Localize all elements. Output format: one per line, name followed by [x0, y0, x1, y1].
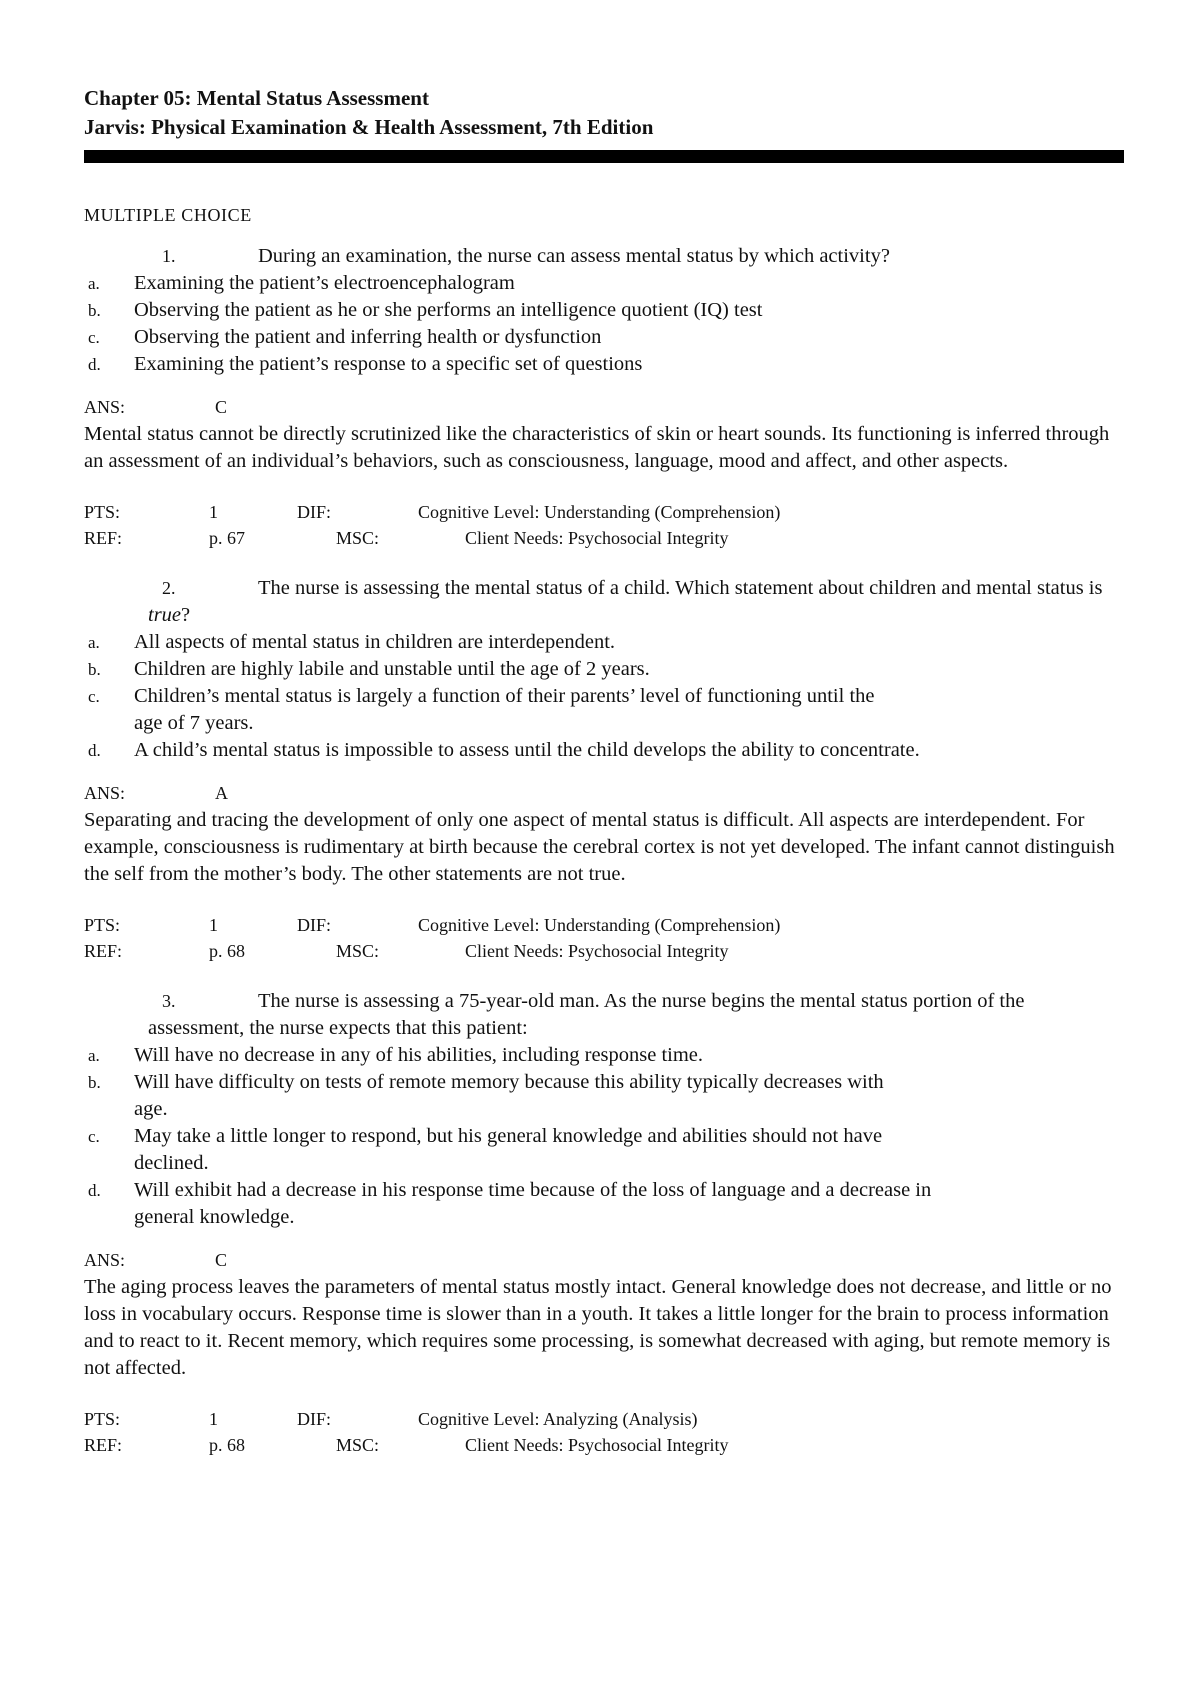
rationale: Separating and tracing the development of only one aspect of mental status is difficult. All aspects are interdependent. For example, consciousness is rudimentary at birth because the cerebral cortex is not yet developed. The infant cannot distinguish the self from the mother’s body. The other statements are not true.	[84, 809, 1115, 885]
option-text: Children’s mental status is largely a function of their parents’ level of functioning until the age of 7 years.	[134, 685, 875, 734]
question-stem	[84, 575, 1124, 629]
option-letter: b.	[88, 660, 101, 679]
answer-line	[84, 1247, 1124, 1274]
option-d	[84, 737, 954, 764]
ref-value: p. 68	[209, 1435, 245, 1455]
option-letter: c.	[88, 1127, 100, 1146]
ref-label: REF:	[84, 1435, 123, 1455]
option-c	[84, 1123, 944, 1177]
msc-label: MSC:	[336, 941, 380, 961]
option-letter: b.	[88, 1073, 101, 1092]
option-b	[84, 1069, 894, 1123]
question-text: During an examination, the nurse can assess mental status by which activity?	[258, 245, 890, 267]
option-text: Will have difficulty on tests of remote memory because this ability typically decreases with age.	[134, 1071, 884, 1120]
section-heading: MULTIPLE CHOICE	[84, 205, 252, 225]
pts-label: PTS:	[84, 1409, 121, 1429]
option-a	[84, 629, 1034, 656]
question-text-emphasis: true	[148, 604, 182, 626]
answer-label: ANS:	[84, 397, 126, 417]
option-text: A child’s mental status is impossible to assess until the child develops the ability to concentrate.	[134, 739, 920, 761]
pts-value: 1	[209, 915, 218, 935]
document-page	[84, 84, 1124, 1458]
ref-label: REF:	[84, 528, 123, 548]
question-meta	[84, 499, 1124, 551]
option-letter: c.	[88, 328, 100, 347]
question-2	[84, 575, 1124, 964]
option-b	[84, 297, 1034, 324]
dif-value: Cognitive Level: Understanding (Comprehension)	[418, 502, 781, 522]
pts-label: PTS:	[84, 915, 121, 935]
book-subtitle: Jarvis: Physical Examination & Health Assessment, 7th Edition	[84, 115, 654, 139]
option-text: Examining the patient’s response to a specific set of questions	[134, 353, 643, 375]
ref-value: p. 67	[209, 528, 245, 548]
option-c	[84, 683, 904, 737]
question-number: 1.	[162, 246, 176, 266]
option-a	[84, 270, 1034, 297]
meta-row-pts	[84, 499, 1124, 525]
question-text: The nurse is assessing a 75-year-old man. As the nurse begins the mental status portion of the assessment, the nurse expects that this patient:	[148, 990, 1025, 1039]
msc-value: Client Needs: Psychosocial Integrity	[465, 941, 729, 961]
question-1	[84, 243, 1124, 551]
option-text: May take a little longer to respond, but his general knowledge and abilities should not have declined.	[134, 1125, 883, 1174]
option-a	[84, 1042, 1034, 1069]
dif-value: Cognitive Level: Analyzing (Analysis)	[418, 1409, 698, 1429]
meta-row-pts	[84, 1406, 1124, 1432]
question-number: 2.	[162, 578, 176, 598]
rationale: The aging process leaves the parameters of mental status mostly intact. General knowledge does not decrease, and little or no loss in vocabulary occurs. Response time is slower than in a youth. It takes a little longer for the brain to process information and to react to it. Recent memory, which requires some processing, is somewhat decreased with aging, but remote memory is not affected.	[84, 1276, 1112, 1379]
answer-value: C	[215, 1250, 228, 1270]
option-text: Will have no decrease in any of his abilities, including response time.	[134, 1044, 704, 1066]
option-letter: d.	[88, 355, 101, 374]
option-letter: d.	[88, 1181, 101, 1200]
msc-value: Client Needs: Psychosocial Integrity	[465, 528, 729, 548]
meta-row-ref	[84, 1432, 1124, 1458]
option-text: Observing the patient and inferring health or dysfunction	[134, 326, 602, 348]
answer-line	[84, 780, 1124, 807]
chapter-title: Chapter 05: Mental Status Assessment	[84, 86, 429, 110]
meta-row-ref	[84, 938, 1124, 964]
msc-label: MSC:	[336, 1435, 380, 1455]
question-meta	[84, 1406, 1124, 1458]
option-d	[84, 351, 1034, 378]
option-c	[84, 324, 1034, 351]
answer-label: ANS:	[84, 783, 126, 803]
option-text: Examining the patient’s electroencephalogram	[134, 272, 515, 294]
option-letter: a.	[88, 1046, 100, 1065]
answer-label: ANS:	[84, 1250, 126, 1270]
meta-row-ref	[84, 525, 1124, 551]
option-text: All aspects of mental status in children are interdependent.	[134, 631, 616, 653]
option-letter: b.	[88, 301, 101, 320]
option-text: Observing the patient as he or she performs an intelligence quotient (IQ) test	[134, 299, 763, 321]
question-text-part: The nurse is assessing the mental status of a child. Which statement about children and mental status is	[258, 577, 1103, 599]
dif-value: Cognitive Level: Understanding (Comprehension)	[418, 915, 781, 935]
option-d	[84, 1177, 964, 1231]
ref-label: REF:	[84, 941, 123, 961]
option-text: Children are highly labile and unstable until the age of 2 years.	[134, 658, 650, 680]
question-stem	[84, 988, 1124, 1042]
question-text	[148, 575, 1124, 629]
option-letter: d.	[88, 741, 101, 760]
pts-label: PTS:	[84, 502, 121, 522]
option-text: Will exhibit had a decrease in his response time because of the loss of language and a decrease in general knowledge.	[134, 1179, 932, 1228]
dif-label: DIF:	[297, 502, 332, 522]
option-letter: a.	[88, 274, 100, 293]
pts-value: 1	[209, 1409, 218, 1429]
meta-row-pts	[84, 912, 1124, 938]
question-3	[84, 988, 1124, 1458]
dif-label: DIF:	[297, 915, 332, 935]
question-text-part: ?	[181, 604, 191, 626]
option-letter: a.	[88, 633, 100, 652]
answer-value: C	[215, 397, 228, 417]
msc-label: MSC:	[336, 528, 380, 548]
header-rule	[84, 150, 1124, 163]
option-letter: c.	[88, 687, 100, 706]
dif-label: DIF:	[297, 1409, 332, 1429]
msc-value: Client Needs: Psychosocial Integrity	[465, 1435, 729, 1455]
question-stem	[84, 243, 1124, 270]
ref-value: p. 68	[209, 941, 245, 961]
rationale: Mental status cannot be directly scrutinized like the characteristics of skin or heart sounds. Its functioning is inferred through an assessment of an individual’s behaviors, such as consciousness, language, mood and affect, and other aspects.	[84, 423, 1110, 472]
question-meta	[84, 912, 1124, 964]
question-number: 3.	[162, 991, 176, 1011]
answer-value: A	[215, 783, 228, 803]
pts-value: 1	[209, 502, 218, 522]
option-b	[84, 656, 1034, 683]
answer-line	[84, 394, 1124, 421]
